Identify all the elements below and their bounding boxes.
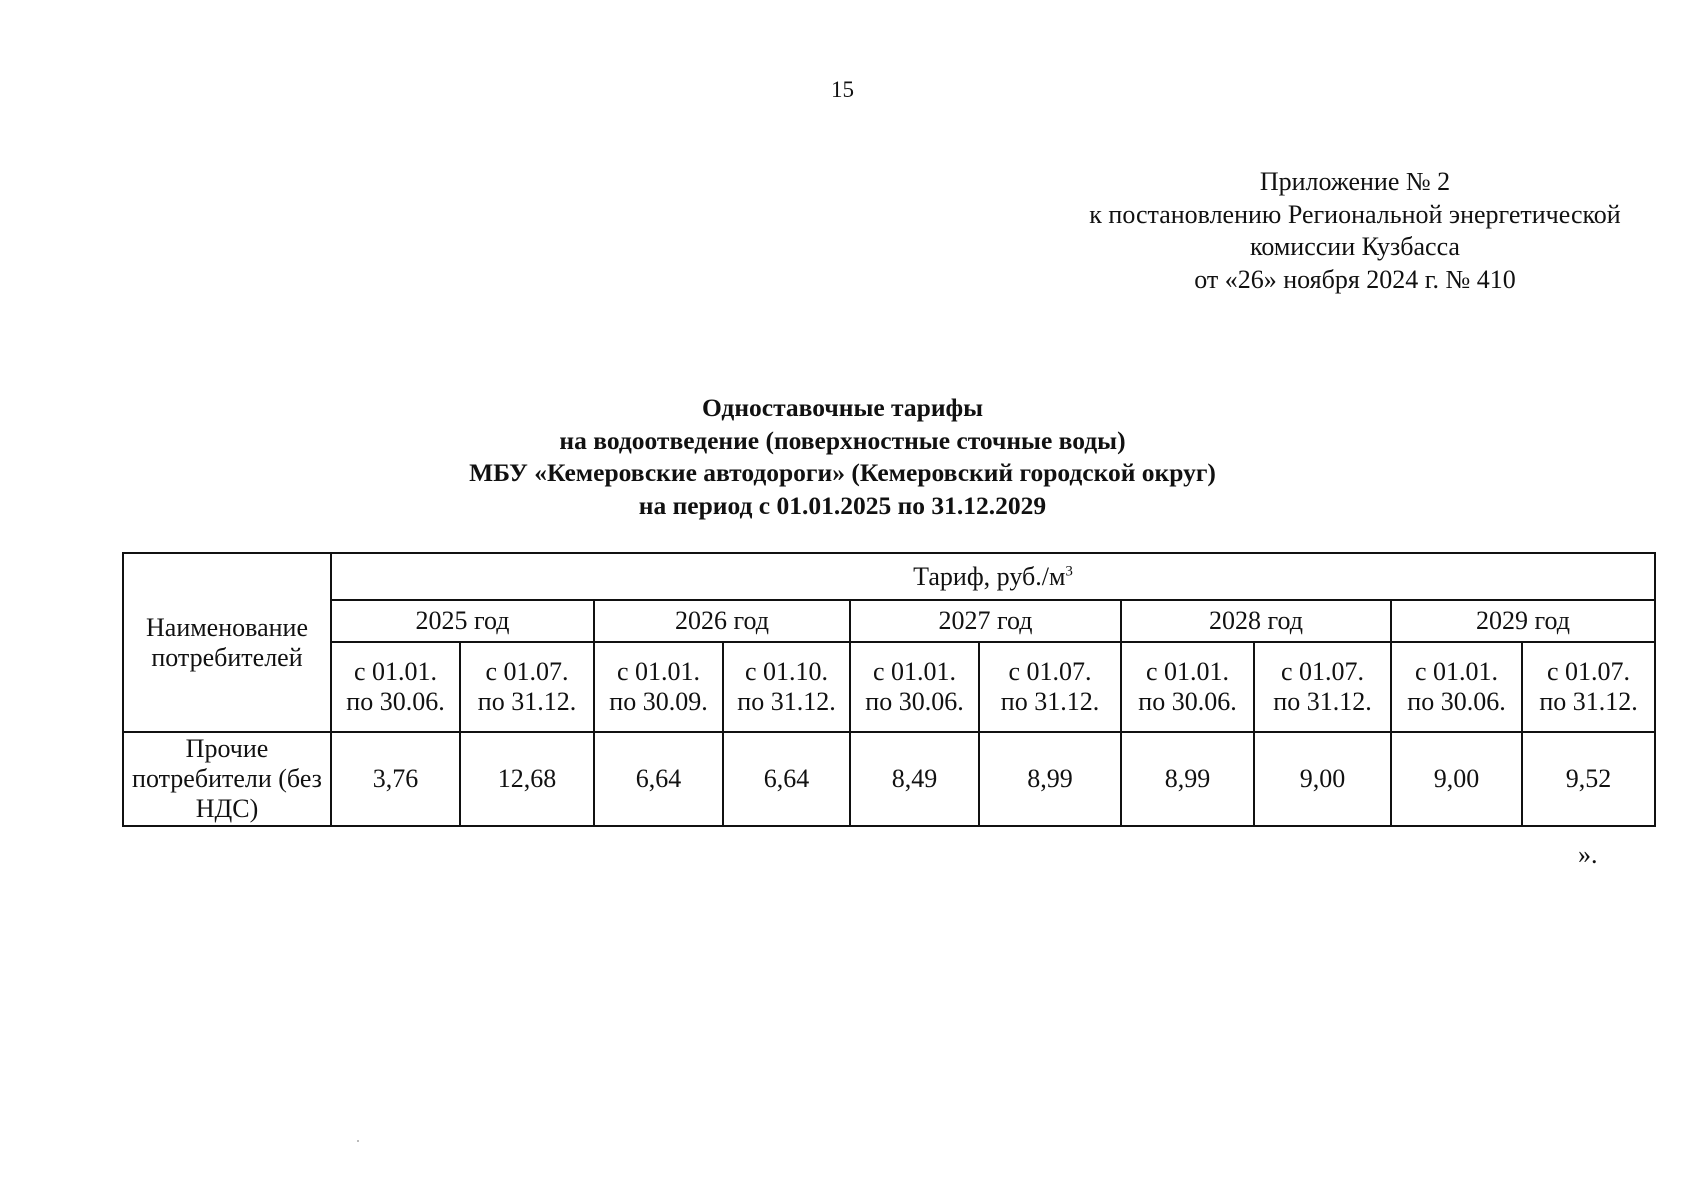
tariff-value: 6,64 (594, 732, 723, 826)
tariff-value: 6,64 (723, 732, 850, 826)
period-header (1522, 642, 1655, 732)
period-header (1121, 642, 1254, 732)
appendix-line: от «26» ноября 2024 г. № 410 (1194, 264, 1516, 294)
period-header (850, 642, 979, 732)
appendix-line: комиссии Кузбасса (1250, 232, 1460, 261)
period-from: с 01.01. (1414, 657, 1499, 686)
year-header: 2027 год (850, 600, 1121, 642)
period-to: по 31.12. (1539, 687, 1638, 716)
period-header (1391, 642, 1522, 732)
period-to: по 30.06. (346, 687, 445, 716)
period-to: по 30.06. (1138, 687, 1237, 716)
period-header (979, 642, 1121, 732)
consumer-header: Наименование потребителей (123, 553, 331, 732)
period-from: с 01.07. (1547, 657, 1631, 686)
period-to: по 31.12. (477, 687, 577, 716)
tariff-value: 8,99 (979, 732, 1121, 826)
period-to: по 30.06. (865, 687, 964, 716)
title-line: на водоотведение (поверхностные сточные воды) (559, 425, 1126, 455)
tariff-header-text: Тариф, руб./м (913, 561, 1066, 591)
consumer-name: Прочие потребители (без НДС) (123, 732, 331, 826)
period-to: по 31.12. (1000, 687, 1100, 716)
tariff-value: 9,52 (1522, 732, 1655, 826)
title-line: Одноставочные тарифы (701, 393, 984, 422)
period-to: по 30.09. (609, 687, 708, 716)
title-line: на период с 01.01.2025 по 31.12.2029 (638, 490, 1047, 520)
appendix-line: к постановлению Региональной энергетической (1089, 199, 1621, 229)
period-from: с 01.01. (616, 657, 701, 686)
tariff-value: 9,00 (1391, 732, 1522, 826)
period-from: с 01.01. (872, 657, 957, 686)
year-header: 2025 год (331, 600, 594, 642)
period-to: по 31.12. (737, 687, 836, 716)
scan-speck (357, 1140, 359, 1142)
appendix-block (1015, 166, 1685, 296)
tariff-header (331, 553, 1655, 600)
period-header (1254, 642, 1391, 732)
appendix-line: Приложение № 2 (1259, 167, 1451, 196)
period-from: с 01.01. (1145, 657, 1230, 686)
tariff-value: 8,49 (850, 732, 979, 826)
tariff-value: 3,76 (331, 732, 460, 826)
table-row (123, 732, 1655, 826)
tariff-value: 8,99 (1121, 732, 1254, 826)
year-header: 2026 год (594, 600, 850, 642)
period-from: с 01.07. (1280, 657, 1365, 686)
period-to: по 30.06. (1407, 687, 1506, 716)
closing-quote-mark: ». (1578, 840, 1598, 869)
period-from: с 01.07. (485, 657, 569, 686)
page-number: 15 (831, 77, 854, 102)
year-header: 2028 год (1121, 600, 1391, 642)
tariff-table (122, 552, 1656, 827)
tariff-value: 12,68 (460, 732, 594, 826)
period-header (331, 642, 460, 732)
period-header (723, 642, 850, 732)
title-line: МБУ «Кемеровские автодороги» (Кемеровский городской округ) (469, 458, 1216, 487)
period-from: с 01.07. (1008, 657, 1092, 686)
period-from: с 01.10. (744, 657, 829, 686)
year-header: 2029 год (1391, 600, 1655, 642)
period-header (594, 642, 723, 732)
period-to: по 31.12. (1273, 687, 1372, 716)
tariff-value: 9,00 (1254, 732, 1391, 826)
document-title (0, 392, 1685, 522)
period-header (460, 642, 594, 732)
tariff-header-superscript: 3 (1065, 562, 1073, 579)
period-from: с 01.01. (353, 657, 438, 686)
